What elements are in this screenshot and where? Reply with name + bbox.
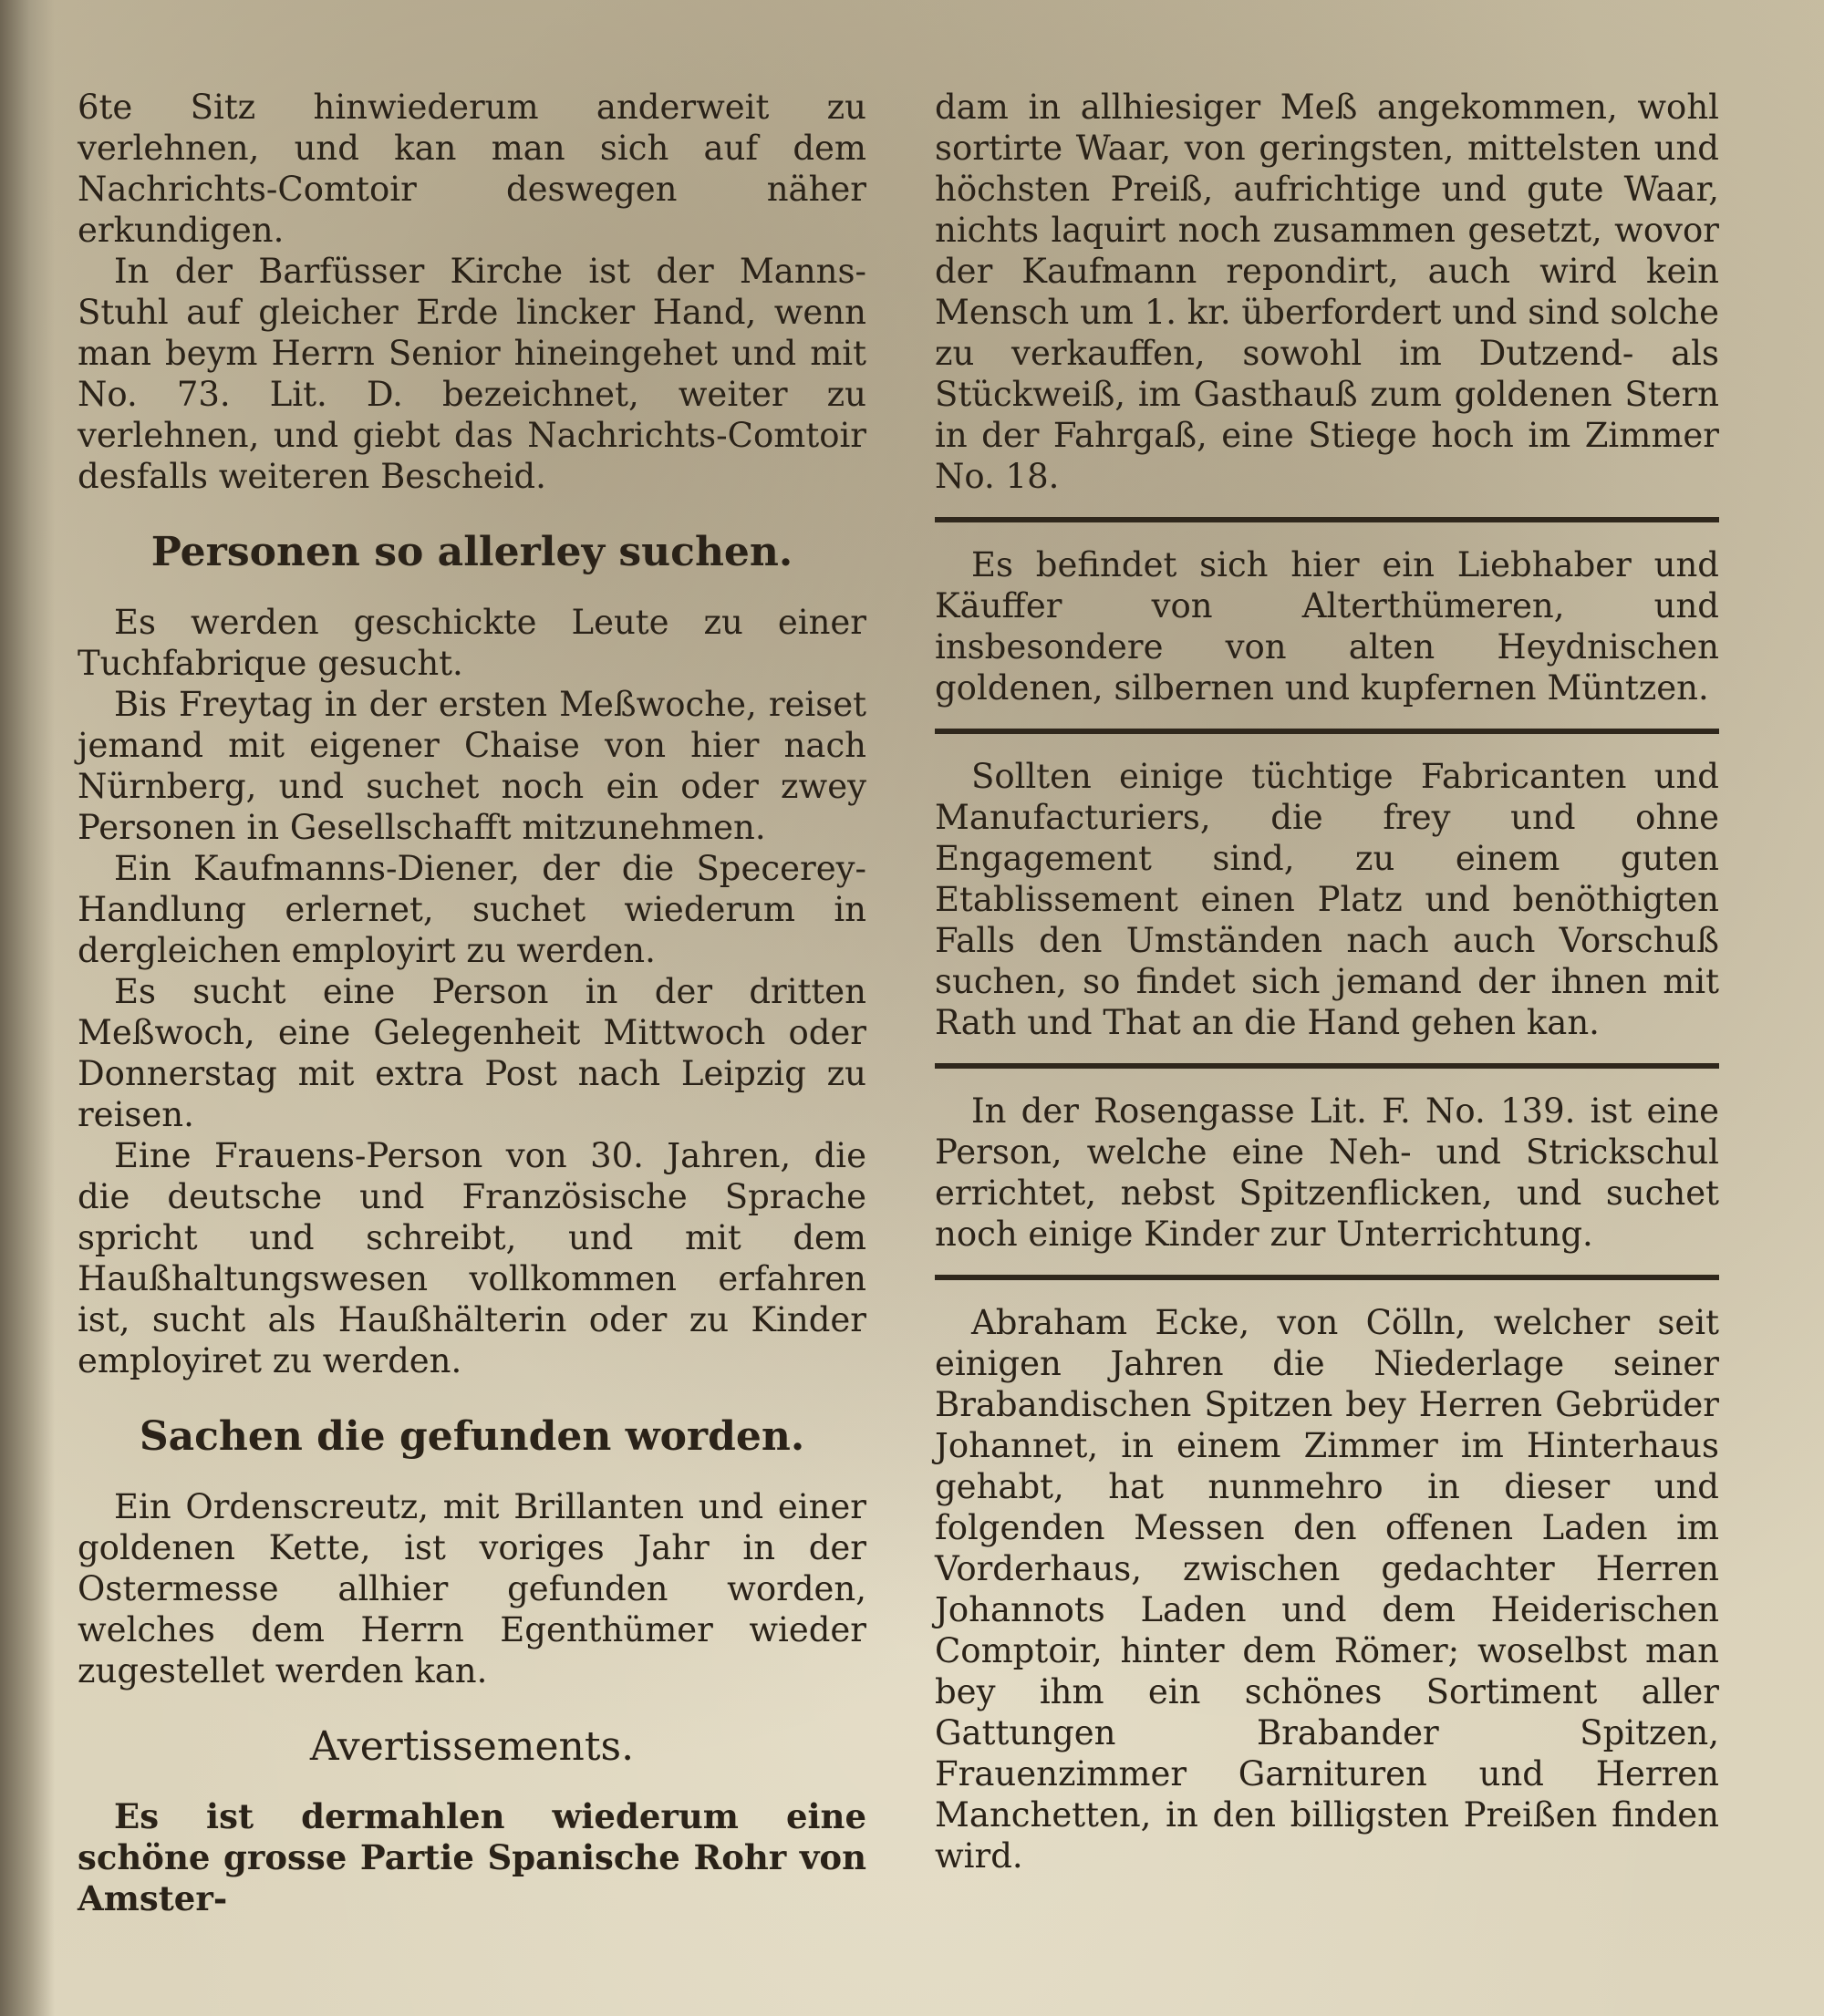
notice-order-cross: Ein Ordenscreutz, mit Brillanten und einer goldenen Kette, ist voriges Jahr in der Ostermesse allhier gefunden worden, welches dem Herrn Egenthümer wieder zugestellet werden kan. xyxy=(78,1487,866,1690)
section-heading-found-items: Sachen die gefunden worden. xyxy=(139,1413,805,1460)
notice-travel-nuernberg: Bis Freytag in der ersten Meßwoche, reiset jemand mit eigener Chaise von hier nach Nürnberg, und suchet noch ein oder zwey Personen in Gesellschafft mitzunehmen. xyxy=(78,685,866,847)
notice-merchant-servant: Ein Kaufmanns-Diener, der die Specerey-Handlung erlernet, suchet wiederum in dergleichen employirt zu werden. xyxy=(78,849,866,970)
notice-brabant-lace: Abraham Ecke, von Cölln, welcher seit einigen Jahren die Niederlage seiner Brabandischen Spitzen bey Herren Gebrüder Johannet, in einem Zimmer im Hinterhaus gehabt, hat nunmehro in dieser und folgenden Messen den offenen Laden im Vorderhaus, zwischen gedachter Herren Johannots Laden und dem Heiderischen Comptoir, hinter dem Römer; woselbst man bey ihm ein schönes Sortiment aller Gattungen Brabander Spitzen, Frauenzimmer Garnituren und Herren Manchetten, in den billigsten Preißen finden wird. xyxy=(935,1303,1719,1876)
divider-rule xyxy=(935,1063,1719,1069)
right-column xyxy=(935,87,1719,1876)
book-spine-shadow xyxy=(0,0,55,2016)
section-heading-persons-seeking: Personen so allerley suchen. xyxy=(150,529,793,575)
notice-travel-leipzig: Es sucht eine Person in der dritten Meßwoch, eine Gelegenheit Mittwoch oder Donnerstag mit extra Post nach Leipzig zu reisen. xyxy=(78,972,866,1134)
notice-spanish-cane: Es ist dermahlen wiederum eine schöne grosse Partie Spanische Rohr von Amster- xyxy=(78,1796,866,1918)
divider-rule xyxy=(935,1275,1719,1280)
divider-rule xyxy=(935,517,1719,522)
left-column xyxy=(78,87,866,1919)
notice-antiquities-buyer: Es befindet sich hier ein Liebhaber und Käuffer von Alterthümeren, und insbesondere von alten Heydnischen goldenen, silbernen und kupfernen Müntzen. xyxy=(935,545,1719,708)
notice-cloth-factory: Es werden geschickte Leute zu einer Tuchfabrique gesucht. xyxy=(78,603,866,683)
notice-manufacturers: Sollten einige tüchtige Fabricanten und Manufacturiers, die frey und ohne Engagement sind, zu einem guten Etablissement einen Platz und benöthigten Falls den Umständen nach auch Vorschuß suchen, so findet sich jemand der ihnen mit Rath und That an die Hand gehen kan. xyxy=(935,757,1719,1042)
notice-barfuesser-seat: In der Barfüsser Kirche ist der Manns-Stuhl auf gleicher Erde lincker Hand, wenn man beym Herrn Senior hineingehet und mit No. 73. Lit. D. bezeichnet, weiter zu verlehnen, und giebt das Nachrichts-Comtoir desfalls weiteren Bescheid. xyxy=(78,252,866,496)
notice-housekeeper: Eine Frauens-Person von 30. Jahren, die die deutsche und Französische Sprache spricht und schreibt, und mit dem Haußhaltungswesen vollkommen erfahren ist, sucht als Haußhälterin oder zu Kinder employiret zu werden. xyxy=(78,1136,866,1380)
divider-rule xyxy=(935,729,1719,734)
section-heading-avertissements: Avertissements. xyxy=(309,1723,635,1770)
notice-seat-continued: 6te Sitz hinwiederum anderweit zu verlehnen, und kan man sich auf dem Nachrichts-Comtoir deswegen näher erkundigen. xyxy=(78,88,866,250)
notice-sewing-school: In der Rosengasse Lit. F. No. 139. ist eine Person, welche eine Neh- und Strickschul errichtet, nebst Spitzenflicken, und suchet noch einige Kinder zur Unterrichtung. xyxy=(935,1091,1719,1254)
notice-spanish-cane-continued: dam in allhiesiger Meß angekommen, wohl sortirte Waar, von geringsten, mittelsten und höchsten Preiß, aufrichtige und gute Waar, nichts laquirt noch zusammen gesetzt, wovor der Kaufmann repondirt, auch wird kein Mensch um 1. kr. überfordert und sind solche zu verkauffen, sowohl im Dutzend- als Stückweiß, im Gasthauß zum goldenen Stern in der Fahrgaß, eine Stiege hoch im Zimmer No. 18. xyxy=(935,88,1719,496)
